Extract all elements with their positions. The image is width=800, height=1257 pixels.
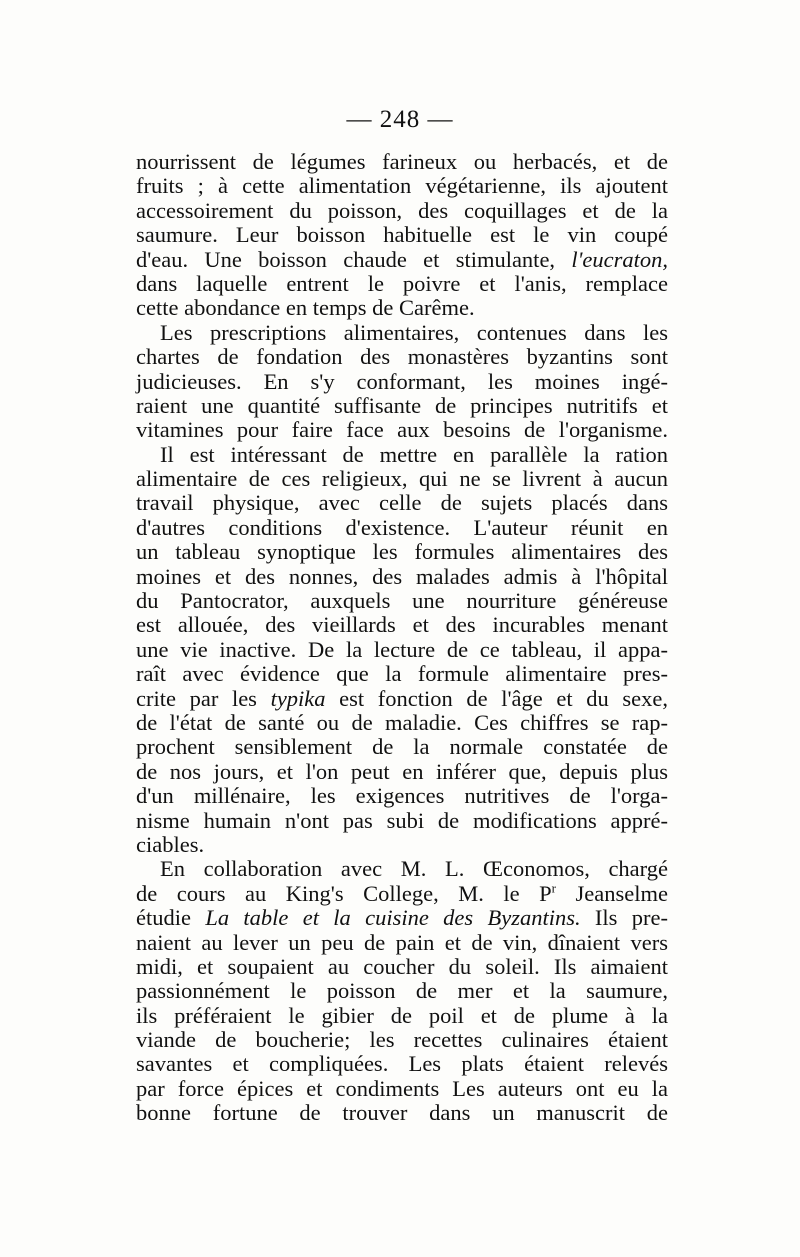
text-line: vitamines pour faire face aux besoins de l'organisme. bbox=[136, 417, 668, 443]
text-line: En collaboration avec M. L. Œconomos, chargé bbox=[160, 856, 668, 882]
text-line: nourrissent de légumes farineux ou herbacés, et de bbox=[136, 149, 668, 174]
text-line: judicieuses. En s'y conformant, les moines ingé- bbox=[136, 368, 668, 394]
text-line: bonne fortune de trouver dans un manuscrit de bbox=[136, 1100, 668, 1126]
italic-term: typika bbox=[270, 685, 326, 711]
text-line: crite par les typika est fonction de l'âge et du sexe, bbox=[136, 685, 668, 711]
text-line: de cours au King's College, M. le $P^r$ Jeanselme bbox=[136, 880, 668, 906]
text-line: nisme humain n'ont pas subi de modifications appré- bbox=[136, 807, 668, 833]
text-line: d'eau. Une boisson chaude et stimulante, l'eucraton, bbox=[136, 246, 669, 272]
italic-term: l'eucraton, bbox=[571, 246, 669, 272]
book-title: La table et la cuisine des Byzantins. bbox=[205, 905, 581, 931]
body-text bbox=[136, 150, 668, 1126]
text-line: ciables. bbox=[136, 831, 205, 857]
text-line: accessoirement du poisson, des coquillages et de la bbox=[136, 197, 668, 223]
text-line: de l'état de santé ou de maladie. Ces chiffres se rap- bbox=[136, 709, 668, 735]
text-line: chartes de fondation des monastères byzantins sont bbox=[136, 344, 668, 370]
text-line: saumure. Leur boisson habituelle est le vin coupé bbox=[136, 222, 668, 248]
text-line: fruits ; à cette alimentation végétarienne, ils ajoutent bbox=[136, 173, 668, 199]
text-line: de nos jours, et l'on peut en inférer que, depuis plus bbox=[136, 758, 668, 784]
text-line: prochent sensiblement de la normale constatée de bbox=[136, 734, 668, 760]
text-line: est allouée, des vieillards et des incurables menant bbox=[136, 612, 668, 638]
text-line: Les prescriptions alimentaires, contenues dans les bbox=[160, 319, 668, 345]
text-line: une vie inactive. De la lecture de ce tableau, il appa- bbox=[136, 636, 668, 662]
text-line: travail physique, avec celle de sujets placés dans bbox=[136, 490, 668, 516]
page-number: — 248 — bbox=[346, 106, 454, 133]
text-line: raît avec évidence que la formule alimentaire pres- bbox=[136, 661, 668, 687]
text-line: dans laquelle entrent le poivre et l'anis, remplace bbox=[136, 270, 668, 296]
text-line: viande de boucherie; les recettes culinaires étaient bbox=[136, 1027, 668, 1053]
text-line: savantes et compliquées. Les plats étaient relevés bbox=[136, 1051, 668, 1077]
text-line: Il est intéressant de mettre en parallèle la ration bbox=[160, 441, 668, 467]
text-line: raient une quantité suffisante de principes nutritifs et bbox=[136, 392, 668, 418]
text-line: moines et des nonnes, des malades admis à l'hôpital bbox=[136, 563, 668, 589]
text-line: ils préféraient le gibier de poil et de plume à la bbox=[136, 1002, 668, 1028]
text-line: par force épices et condiments Les auteurs ont eu la bbox=[136, 1075, 668, 1101]
text-line: alimentaire de ces religieux, qui ne se livrent à aucun bbox=[136, 466, 668, 492]
text-line: d'un millénaire, les exigences nutritives de l'orga- bbox=[136, 783, 668, 809]
text-line: un tableau synoptique les formules alimentaires des bbox=[136, 539, 668, 565]
superscript: r bbox=[551, 880, 557, 896]
text-line: midi, et soupaient au coucher du soleil. Ils aimaient bbox=[136, 953, 668, 979]
text-line: naient au lever un peu de pain et de vin, dînaient vers bbox=[136, 929, 668, 955]
text-line: passionnément le poisson de mer et la saumure, bbox=[136, 978, 668, 1004]
text-line: du Pantocrator, auxquels une nourriture généreuse bbox=[136, 588, 668, 614]
text-line: d'autres conditions d'existence. L'auteur réunit en bbox=[136, 514, 668, 540]
text-line: étudie La table et la cuisine des Byzantins. Ils pre- bbox=[136, 905, 668, 931]
text-line: cette abondance en temps de Carême. bbox=[136, 295, 475, 321]
